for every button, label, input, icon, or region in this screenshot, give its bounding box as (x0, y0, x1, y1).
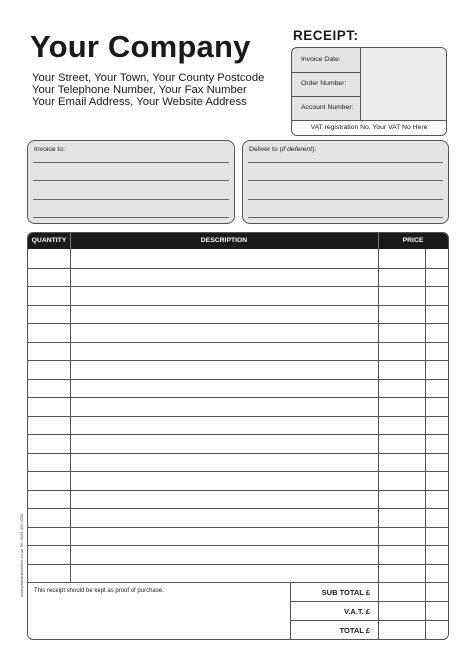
column-divider (70, 249, 71, 582)
totals-line (290, 620, 448, 621)
table-row-line (28, 323, 448, 324)
table-row-line (28, 508, 448, 509)
table-footer (28, 582, 448, 639)
deliver-to-label: Deliver to (if deferent): (249, 146, 317, 153)
vat-label: V.A.T. £ (344, 607, 370, 616)
quantity-header: QUANTITY (31, 237, 67, 244)
table-row-line (28, 471, 448, 472)
deliver-to-line (248, 180, 443, 181)
company-name: Your Company (30, 29, 251, 64)
address-line-street: Your Street, Your Town, Your County Postcode (32, 72, 265, 84)
invoice-date-field[interactable] (360, 48, 447, 72)
table-row-line (28, 490, 448, 491)
vat-registration (292, 121, 446, 136)
table-row-line (28, 379, 448, 380)
invoice-to-box[interactable] (27, 140, 235, 224)
receipt-title: RECEIPT: (293, 28, 359, 43)
table-row-line (28, 397, 448, 398)
account-number-field[interactable] (360, 96, 447, 120)
account-number-label: Account Number: (301, 104, 354, 111)
invoice-to-line (33, 199, 229, 200)
order-number-label: Order Number: (301, 80, 347, 87)
pence-divider (425, 249, 426, 639)
footer-top-line (28, 582, 448, 583)
proof-of-purchase-note: This receipt should be kept as proof of purchase. (34, 588, 164, 594)
invoice-to-line (33, 180, 229, 181)
table-row-line (28, 545, 448, 546)
order-number-row (292, 72, 446, 97)
address-line-phone: Your Telephone Number, Your Fax Number (32, 84, 247, 97)
table-row-line (28, 305, 448, 306)
description-header: DESCRIPTION (200, 237, 248, 244)
table-row-line (28, 527, 448, 528)
invoice-to-label: Invoice to: (34, 146, 65, 153)
address-line-email: Your Email Address, Your Website Address (32, 96, 247, 109)
deliver-to-line (248, 162, 443, 163)
company-address (32, 72, 264, 109)
table-header (28, 233, 448, 249)
printer-credit: www.printablesonline.co.uk Tel: 0161 432 0300 (19, 513, 24, 597)
column-divider (378, 249, 379, 639)
deliver-to-line (248, 217, 443, 218)
price-header: PRICE (402, 237, 424, 244)
invoice-to-line (33, 162, 229, 163)
table-row-line (28, 453, 448, 454)
invoice-date-label: Invoice Date: (301, 56, 341, 63)
table-row-line (28, 286, 448, 287)
invoice-to-line (33, 217, 229, 218)
table-row-line (28, 416, 448, 417)
line-items-table (27, 232, 449, 640)
invoice-date-row (292, 48, 446, 73)
table-row-line (28, 434, 448, 435)
receipt-details-box (291, 47, 447, 136)
order-number-field[interactable] (360, 72, 447, 96)
table-row-line (28, 268, 448, 269)
subtotal-label: SUB TOTAL £ (321, 588, 370, 597)
table-row-line (28, 564, 448, 565)
account-number-row (292, 96, 446, 121)
table-row-line (28, 360, 448, 361)
total-label: TOTAL £ (339, 626, 370, 635)
deliver-to-line (248, 199, 443, 200)
vat-registration-text: VAT registration No. Your VAT No Here (310, 124, 428, 131)
table-row-line (28, 342, 448, 343)
totals-line (290, 601, 448, 602)
deliver-to-box[interactable] (242, 140, 449, 224)
